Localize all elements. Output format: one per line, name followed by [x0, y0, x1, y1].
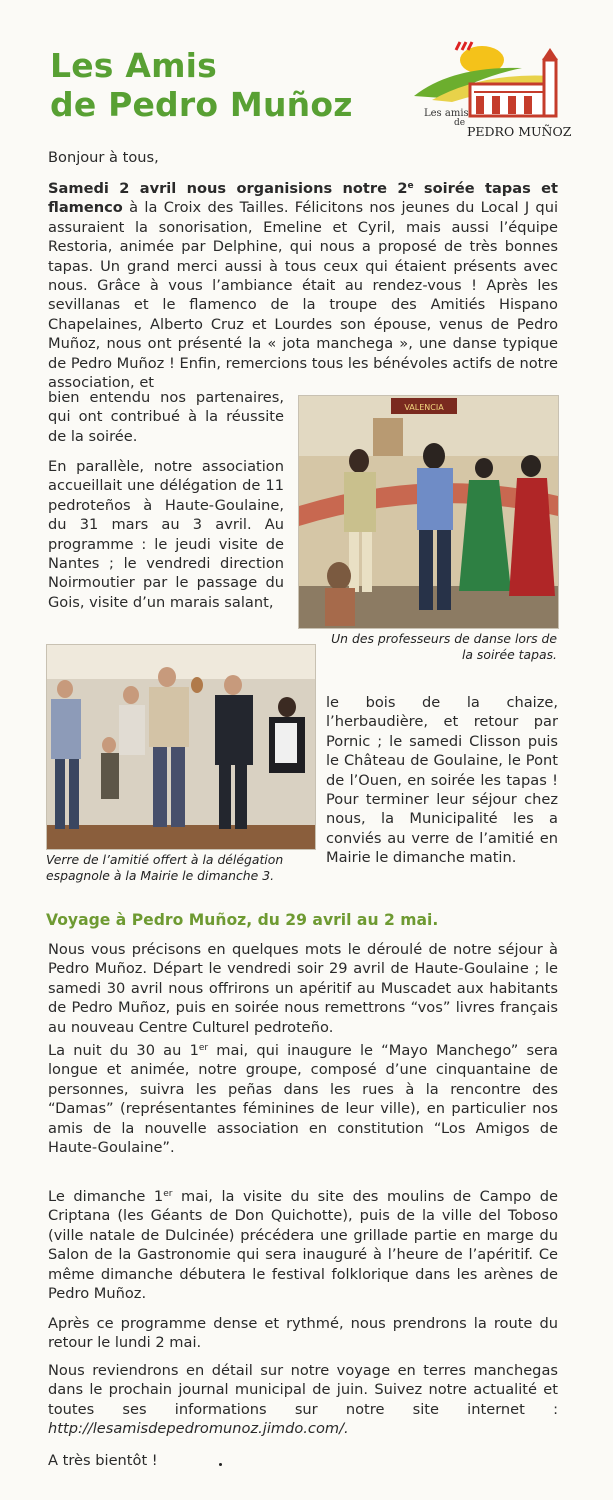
title-line-1: Les Amis [50, 46, 218, 85]
intro-bold-sup: e [407, 181, 414, 191]
decorative-dot [219, 1463, 222, 1466]
trip-continued-paragraph: le bois de la chaize, l’herbaudière, et retour par Pornic ; le samedi Clisson puis le Château de Goulaine, le Pont de l’Ouen, en soirée les tapas ! Pour terminer leur séjour chez nous, la Municipalité les a conviés au verre de l’amitié en Mairie le dimanche matin. [326, 694, 558, 867]
closing: A très bientôt ! [48, 1452, 158, 1469]
voyage-p3-sup: er [163, 1189, 173, 1199]
delegation-paragraph: En parallèle, notre association accueillait une délégation de 11 pedroteños à Haute-Goulaine, du 31 mars au 3 avril. Au programme : le jeudi visite de Nantes ; le vendredi direction Noirmoutier par le passage du Gois, visite d’un marais salant, [48, 458, 284, 611]
logo-text-name: PEDRO MUÑOZ [467, 124, 572, 139]
title-line-2: de Pedro Muñoz [50, 85, 353, 124]
photo-dance [298, 395, 559, 629]
voyage-p3-b: mai, la visite du site des moulins de Campo de Criptana (les Géants de Don Quichotte), puis de la ville del Toboso (ville natale de Dulcinée) précédera une grillade partie en marge du Salon de la Gastronomie qui sera inauguré à l’heure de l’apéritif. Ce même dimanche débutera le festival folklorique dans les arènes de Pedro Muñoz. [48, 1188, 558, 1303]
voyage-paragraph-5 [48, 1361, 558, 1439]
voyage-paragraph-2 [48, 1039, 558, 1157]
voyage-heading: Voyage à Pedro Muñoz, du 29 avril au 2 mai. [46, 911, 439, 929]
voyage-p2-a: La nuit du 30 au 1 [48, 1042, 199, 1059]
voyage-p2-sup: er [198, 1043, 209, 1053]
photo-dance-caption: Un des professeurs de danse lors de la soirée tapas. [331, 631, 557, 662]
photo-sign-text: VALENCIA [404, 403, 444, 412]
voyage-p5-text: Nous reviendrons en détail sur notre voyage en terres manchegas dans le prochain journal municipal de juin. Suivez notre actualité et toutes ses informations sur notre site internet : [48, 1362, 558, 1418]
logo-text-small: Les amis [424, 108, 469, 119]
page-title [50, 46, 353, 124]
voyage-p2-b: mai, qui inaugure le “Mayo Manchego” sera longue et animée, notre groupe, composé d’une cinquantaine de personnes, suivra les peñas dans les rues à la rencontre des “Damas” (représentantes féminines de leur ville), en particulier nos amis de la nouvelle association en constitution “Los Amigos de Haute-Goulaine”. [48, 1042, 559, 1157]
intro-paragraph [48, 177, 558, 392]
intro-bold-2: soirée tapas et flamenco [48, 180, 558, 217]
voyage-paragraph-3 [48, 1185, 558, 1303]
photo-dance-image [299, 396, 558, 628]
photo-reception-image [47, 645, 315, 849]
partners-paragraph: bien entendu nos partenaires, qui ont contribué à la réussite de la soirée. [48, 389, 284, 445]
voyage-p3-a: Le dimanche 1 [48, 1188, 164, 1205]
greeting: Bonjour à tous, [48, 149, 159, 166]
voyage-paragraph-4: Après ce programme dense et rythmé, nous prendrons la route du retour le lundi 2 mai. [48, 1315, 558, 1352]
photo-reception-caption: Verre de l’amitié offert à la délégation espagnole à la Mairie le dimanche 3. [46, 852, 284, 883]
logo-text-de: de [454, 118, 466, 128]
intro-bold-1: Samedi 2 avril nous organisions notre 2 [48, 180, 408, 197]
voyage-paragraph-1: Nous vous précisons en quelques mots le déroulé de notre séjour à Pedro Muñoz. Départ le vendredi soir 29 avril de Haute-Goulaine ; le samedi 30 avril nous offrirons un apéritif au Muscadet aux habitants de Pedro Muñoz, puis en soirée nous remettrons “vos” livres français au nouveau Centre Culturel pedroteño. [48, 941, 558, 1036]
photo-reception [46, 644, 316, 850]
intro-text: à la Croix des Tailles. Félicitons nos jeunes du Local J qui assuraient la sonorisation, Emeline et Cyril, mais aussi l’équipe Restoria, animée par Delphine, qui nous a proposé de très bonnes tapas. Un grand merci aussi à tous ceux qui étaient présents avec nous. Grâce à vous l’ambiance était au rendez-vous ! Après les sevillanas et le flamenco de la troupe des Amitiés Hispano Chapelaines, Alberto Cruz et Lourdes son épouse, venus de Pedro Muñoz, nous ont présenté la « jota manchega », une danse typique de Pedro Muñoz ! Enfin, remercions tous les bénévoles actifs de notre association, et [48, 199, 558, 392]
website-link[interactable]: http://lesamisdepedromunoz.jimdo.com/. [48, 1420, 349, 1438]
